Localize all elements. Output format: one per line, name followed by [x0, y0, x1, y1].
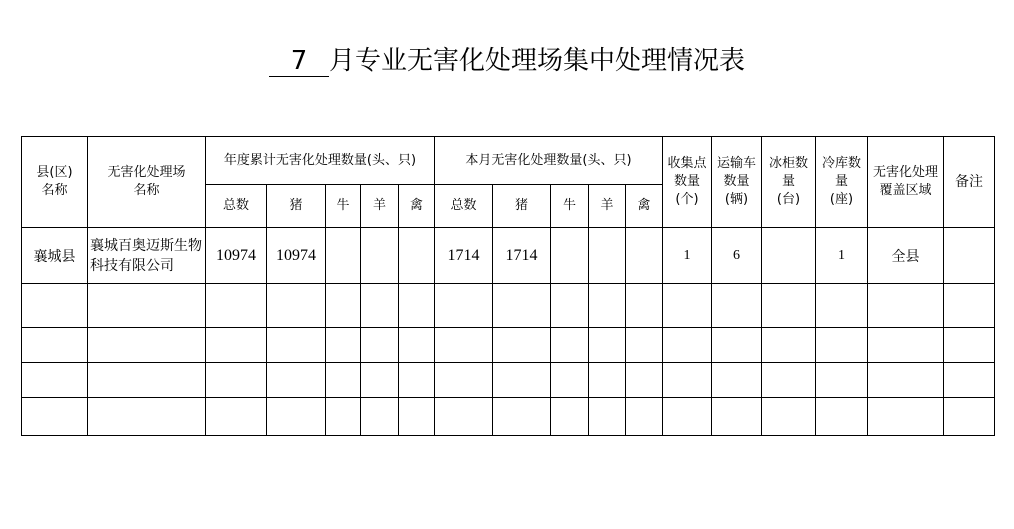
cell-remarks [944, 228, 995, 284]
cell-coverage: 全县 [868, 228, 944, 284]
cell-annual-poultry [399, 228, 435, 284]
header-cold-storage: 冷库数 量 (座) [816, 137, 868, 228]
header-monthly-pig: 猪 [493, 185, 551, 228]
cell-plant: 襄城百奥迈斯生物科技有限公司 [88, 228, 206, 284]
table-row [22, 398, 995, 436]
cell-annual-total: 10974 [206, 228, 267, 284]
cell-monthly-sheep [589, 228, 626, 284]
header-monthly-group: 本月无害化处理数量(头、只) [435, 137, 663, 185]
title-month: 7 [269, 46, 329, 77]
cell-county: 襄城县 [22, 228, 88, 284]
header-annual-group: 年度累计无害化处理数量(头、只) [206, 137, 435, 185]
header-monthly-cattle: 牛 [551, 185, 589, 228]
cell-monthly-total: 1714 [435, 228, 493, 284]
header-freezers: 冰柜数 量 (台) [762, 137, 816, 228]
header-remarks: 备注 [944, 137, 995, 228]
header-annual-total: 总数 [206, 185, 267, 228]
cell-freezers [762, 228, 816, 284]
header-annual-sheep: 羊 [361, 185, 399, 228]
table-row [22, 363, 995, 398]
header-vehicles: 运输车 数量 (辆) [712, 137, 762, 228]
header-annual-pig: 猪 [267, 185, 326, 228]
header-plant: 无害化处理场 名称 [88, 137, 206, 228]
title-text: 月专业无害化处理场集中处理情况表 [328, 46, 745, 76]
table-row [22, 284, 995, 328]
header-coverage: 无害化处理 覆盖区域 [868, 137, 944, 228]
header-monthly-total: 总数 [435, 185, 493, 228]
header-monthly-poultry: 禽 [626, 185, 663, 228]
cell-cold-storage: 1 [816, 228, 868, 284]
header-annual-cattle: 牛 [326, 185, 361, 228]
header-monthly-sheep: 羊 [589, 185, 626, 228]
cell-monthly-cattle [551, 228, 589, 284]
cell-annual-sheep [361, 228, 399, 284]
cell-vehicles: 6 [712, 228, 762, 284]
cell-monthly-poultry [626, 228, 663, 284]
table-row [22, 328, 995, 363]
header-annual-poultry: 禽 [399, 185, 435, 228]
cell-monthly-pig: 1714 [493, 228, 551, 284]
cell-annual-cattle [326, 228, 361, 284]
header-county: 县(区) 名称 [22, 137, 88, 228]
header-collection-points: 收集点 数量 (个) [663, 137, 712, 228]
disposal-table [21, 136, 995, 436]
table-row [22, 228, 995, 284]
page-title [0, 44, 1014, 78]
cell-collection-points: 1 [663, 228, 712, 284]
cell-annual-pig: 10974 [267, 228, 326, 284]
